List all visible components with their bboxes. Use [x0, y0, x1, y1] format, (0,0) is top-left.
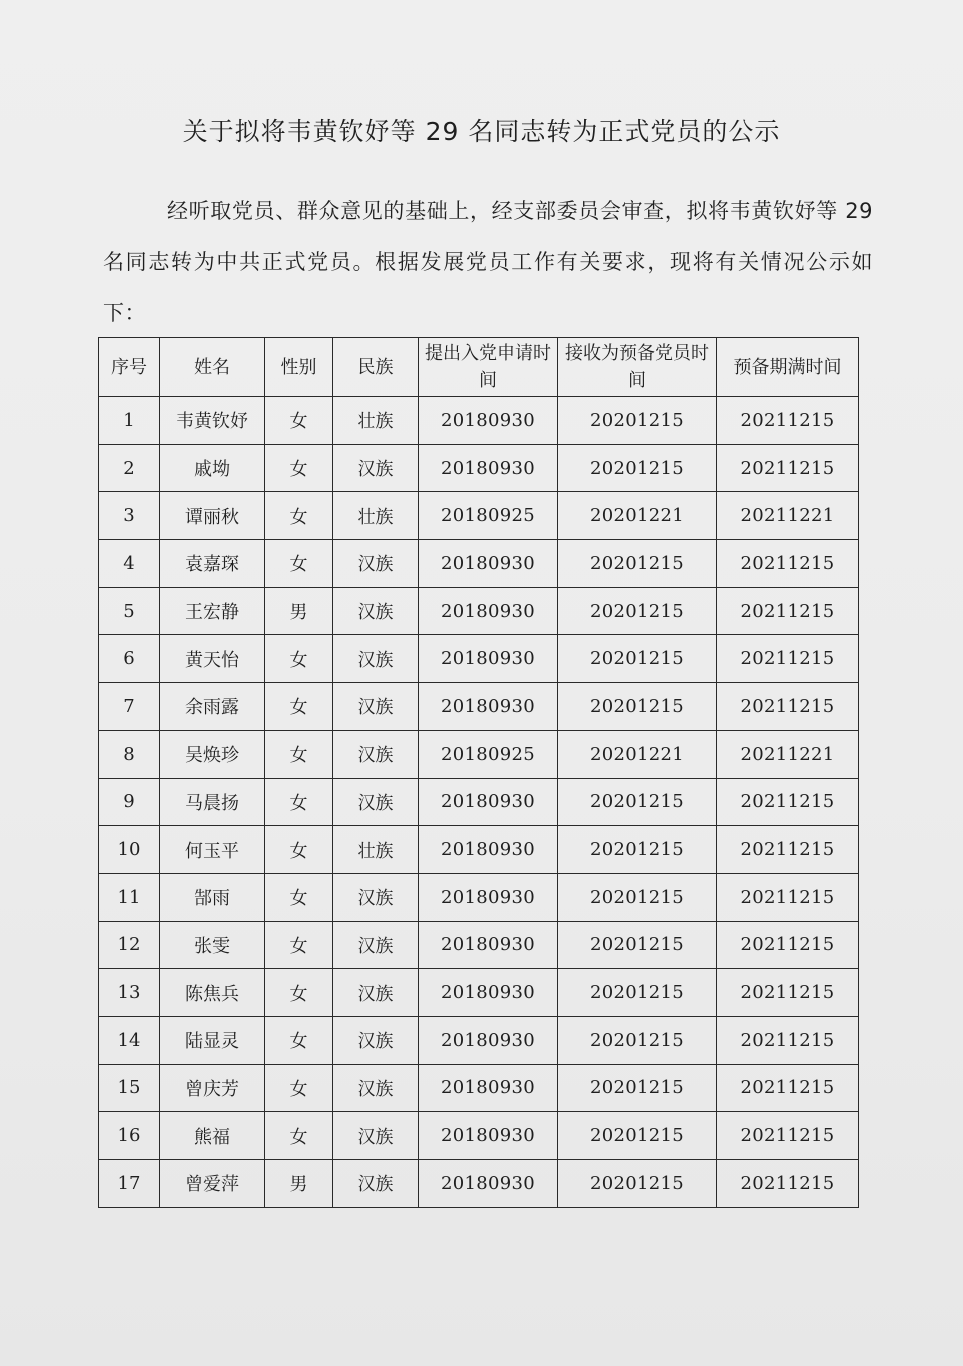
cell-index: 7	[99, 683, 160, 731]
table-row	[99, 635, 859, 683]
page-title: 关于拟将韦黄钦妤等 29 名同志转为正式党员的公示	[182, 117, 781, 146]
cell-probation-start: 20201215	[558, 873, 717, 921]
cell-gender: 女	[265, 492, 333, 540]
cell-probation-start: 20201215	[558, 778, 717, 826]
cell-gender: 女	[265, 1112, 333, 1160]
cell-ethnicity: 汉族	[333, 540, 419, 588]
table-row	[99, 683, 859, 731]
table-row	[99, 873, 859, 921]
cell-probation-end: 20211215	[717, 635, 859, 683]
cell-gender: 女	[265, 730, 333, 778]
cell-index: 3	[99, 492, 160, 540]
cell-probation-start: 20201215	[558, 635, 717, 683]
cell-index: 17	[99, 1160, 160, 1208]
cell-gender: 女	[265, 397, 333, 445]
cell-application-date: 20180930	[419, 587, 558, 635]
cell-ethnicity: 汉族	[333, 1016, 419, 1064]
cell-probation-end: 20211215	[717, 921, 859, 969]
cell-probation-start: 20201215	[558, 1064, 717, 1112]
cell-probation-start: 20201215	[558, 1160, 717, 1208]
cell-index: 8	[99, 730, 160, 778]
cell-application-date: 20180930	[419, 540, 558, 588]
header-gender: 性别	[265, 338, 333, 397]
cell-application-date: 20180925	[419, 730, 558, 778]
cell-gender: 女	[265, 1016, 333, 1064]
cell-name: 马晨扬	[160, 778, 265, 826]
cell-name: 曾爱萍	[160, 1160, 265, 1208]
cell-name: 戚坳	[160, 444, 265, 492]
cell-probation-start: 20201215	[558, 921, 717, 969]
cell-probation-end: 20211215	[717, 540, 859, 588]
cell-name: 张雯	[160, 921, 265, 969]
cell-gender: 女	[265, 444, 333, 492]
cell-gender: 女	[265, 921, 333, 969]
cell-probation-start: 20201215	[558, 1016, 717, 1064]
header-ethnicity: 民族	[333, 338, 419, 397]
cell-index: 14	[99, 1016, 160, 1064]
table-row	[99, 1016, 859, 1064]
cell-ethnicity: 汉族	[333, 444, 419, 492]
cell-name: 黄天怡	[160, 635, 265, 683]
cell-gender: 女	[265, 683, 333, 731]
cell-index: 10	[99, 826, 160, 874]
cell-gender: 男	[265, 1160, 333, 1208]
cell-application-date: 20180930	[419, 1112, 558, 1160]
table-row	[99, 587, 859, 635]
cell-probation-start: 20201215	[558, 826, 717, 874]
table-row	[99, 492, 859, 540]
cell-name: 余雨露	[160, 683, 265, 731]
cell-index: 9	[99, 778, 160, 826]
cell-ethnicity: 壮族	[333, 397, 419, 445]
cell-name: 陆显灵	[160, 1016, 265, 1064]
cell-name: 曾庆芳	[160, 1064, 265, 1112]
cell-ethnicity: 汉族	[333, 730, 419, 778]
cell-index: 6	[99, 635, 160, 683]
cell-gender: 女	[265, 1064, 333, 1112]
cell-probation-end: 20211215	[717, 444, 859, 492]
cell-ethnicity: 汉族	[333, 1160, 419, 1208]
cell-gender: 女	[265, 826, 333, 874]
table-row	[99, 540, 859, 588]
cell-application-date: 20180930	[419, 921, 558, 969]
cell-gender: 女	[265, 778, 333, 826]
cell-ethnicity: 壮族	[333, 826, 419, 874]
cell-ethnicity: 汉族	[333, 1112, 419, 1160]
cell-probation-end: 20211215	[717, 826, 859, 874]
cell-probation-start: 20201215	[558, 540, 717, 588]
cell-probation-start: 20201215	[558, 969, 717, 1017]
cell-index: 16	[99, 1112, 160, 1160]
table-row	[99, 969, 859, 1017]
cell-ethnicity: 汉族	[333, 873, 419, 921]
cell-ethnicity: 汉族	[333, 635, 419, 683]
cell-application-date: 20180930	[419, 683, 558, 731]
cell-application-date: 20180930	[419, 873, 558, 921]
cell-gender: 男	[265, 587, 333, 635]
table-row	[99, 397, 859, 445]
cell-gender: 女	[265, 540, 333, 588]
cell-probation-end: 20211215	[717, 969, 859, 1017]
cell-ethnicity: 壮族	[333, 492, 419, 540]
cell-name: 王宏静	[160, 587, 265, 635]
cell-probation-end: 20211215	[717, 873, 859, 921]
table-row	[99, 1064, 859, 1112]
cell-application-date: 20180925	[419, 492, 558, 540]
cell-name: 郜雨	[160, 873, 265, 921]
cell-index: 12	[99, 921, 160, 969]
cell-probation-end: 20211215	[717, 1112, 859, 1160]
cell-ethnicity: 汉族	[333, 778, 419, 826]
cell-probation-start: 20201221	[558, 492, 717, 540]
cell-probation-end: 20211221	[717, 730, 859, 778]
cell-application-date: 20180930	[419, 969, 558, 1017]
header-name: 姓名	[160, 338, 265, 397]
cell-probation-start: 20201215	[558, 444, 717, 492]
cell-index: 15	[99, 1064, 160, 1112]
intro-paragraph: 经听取党员、群众意见的基础上，经支部委员会审查，拟将韦黄钦妤等 29 名同志转为中共正式党员。根据发展党员工作有关要求，现将有关情况公示如下：	[103, 199, 873, 325]
cell-name: 熊福	[160, 1112, 265, 1160]
cell-probation-end: 20211221	[717, 492, 859, 540]
cell-ethnicity: 汉族	[333, 587, 419, 635]
table-row	[99, 778, 859, 826]
cell-application-date: 20180930	[419, 778, 558, 826]
cell-name: 吴焕珍	[160, 730, 265, 778]
cell-ethnicity: 汉族	[333, 1064, 419, 1112]
cell-probation-start: 20201215	[558, 1112, 717, 1160]
cell-probation-end: 20211215	[717, 683, 859, 731]
cell-ethnicity: 汉族	[333, 969, 419, 1017]
cell-gender: 女	[265, 873, 333, 921]
cell-name: 何玉平	[160, 826, 265, 874]
cell-probation-end: 20211215	[717, 1064, 859, 1112]
header-probation-start: 接收为预备党员时间	[558, 338, 717, 397]
cell-name: 袁嘉琛	[160, 540, 265, 588]
cell-application-date: 20180930	[419, 1064, 558, 1112]
table-row	[99, 1160, 859, 1208]
header-application-date: 提出入党申请时间	[419, 338, 558, 397]
cell-probation-end: 20211215	[717, 1160, 859, 1208]
cell-ethnicity: 汉族	[333, 921, 419, 969]
cell-name: 谭丽秋	[160, 492, 265, 540]
cell-probation-end: 20211215	[717, 1016, 859, 1064]
cell-probation-end: 20211215	[717, 778, 859, 826]
table-row	[99, 921, 859, 969]
cell-application-date: 20180930	[419, 635, 558, 683]
cell-application-date: 20180930	[419, 444, 558, 492]
header-probation-end: 预备期满时间	[717, 338, 859, 397]
cell-probation-end: 20211215	[717, 587, 859, 635]
cell-application-date: 20180930	[419, 1160, 558, 1208]
member-table	[98, 337, 859, 1208]
cell-application-date: 20180930	[419, 1016, 558, 1064]
cell-probation-start: 20201221	[558, 730, 717, 778]
cell-index: 4	[99, 540, 160, 588]
table-row	[99, 1112, 859, 1160]
cell-probation-start: 20201215	[558, 587, 717, 635]
table-body	[99, 397, 859, 1208]
table-row	[99, 444, 859, 492]
cell-gender: 女	[265, 969, 333, 1017]
table-row	[99, 730, 859, 778]
cell-application-date: 20180930	[419, 826, 558, 874]
cell-probation-start: 20201215	[558, 397, 717, 445]
cell-application-date: 20180930	[419, 397, 558, 445]
cell-index: 11	[99, 873, 160, 921]
cell-gender: 女	[265, 635, 333, 683]
header-index: 序号	[99, 338, 160, 397]
cell-index: 5	[99, 587, 160, 635]
cell-ethnicity: 汉族	[333, 683, 419, 731]
table-row	[99, 826, 859, 874]
cell-probation-end: 20211215	[717, 397, 859, 445]
table-header-row	[99, 338, 859, 397]
cell-name: 陈焦兵	[160, 969, 265, 1017]
cell-name: 韦黄钦妤	[160, 397, 265, 445]
cell-index: 13	[99, 969, 160, 1017]
cell-probation-start: 20201215	[558, 683, 717, 731]
cell-index: 1	[99, 397, 160, 445]
cell-index: 2	[99, 444, 160, 492]
